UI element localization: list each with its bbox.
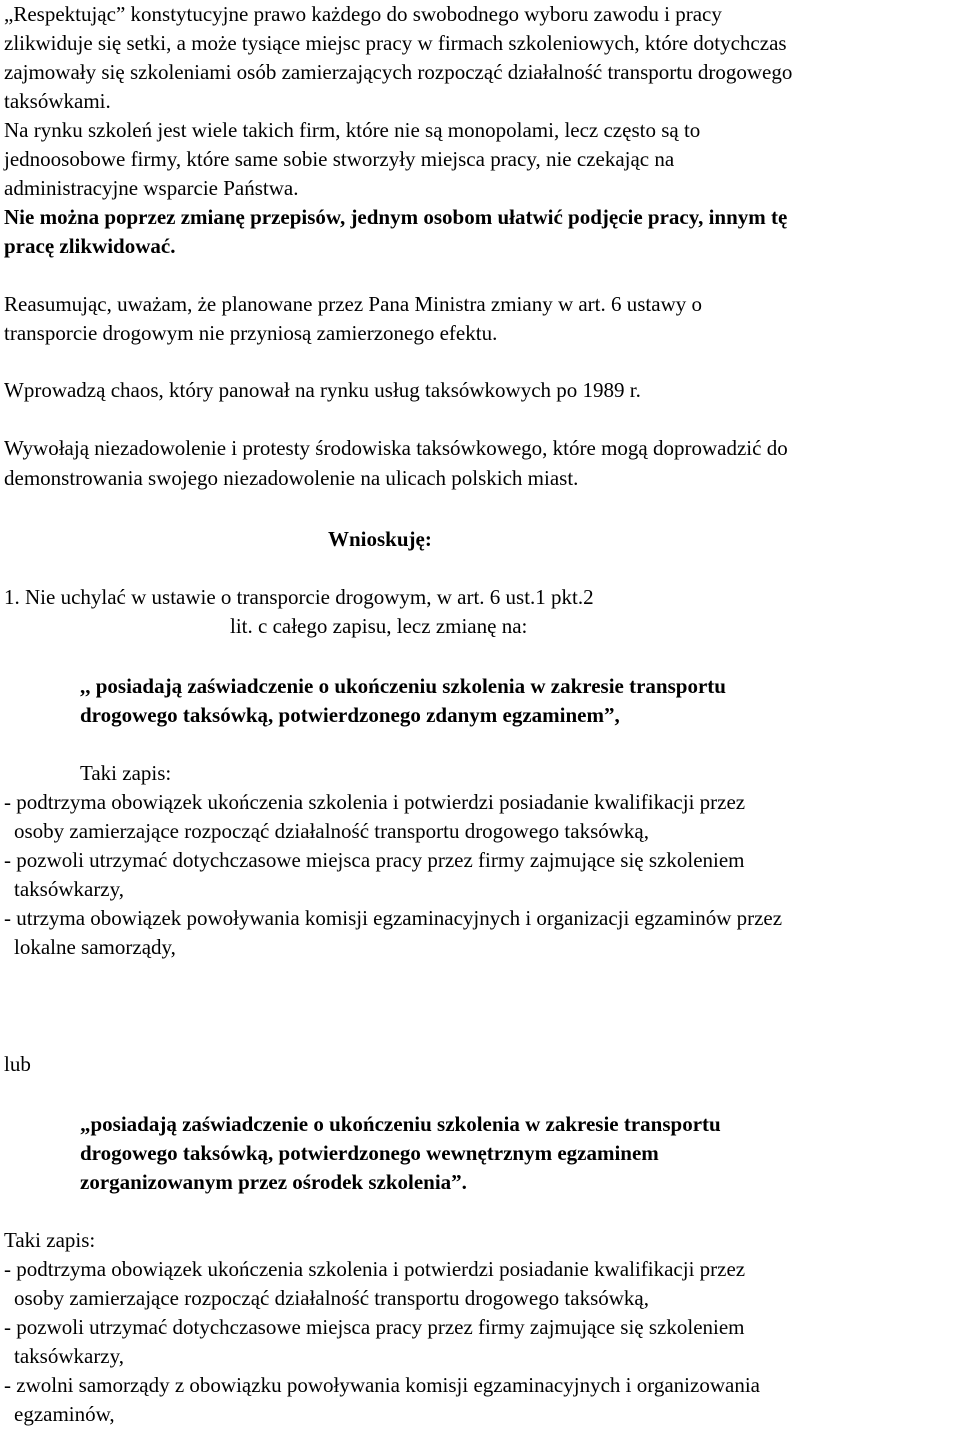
list-2-line-1: - podtrzyma obowiązek ukończenia szkolenia i potwierdzi posiadanie kwalifikacji przez [4, 1257, 746, 1281]
list-2-line-3: - pozwoli utrzymać dotychczasowe miejsca pracy przez firmy zajmujące się szkoleniem [4, 1315, 745, 1339]
list-1-line-3: - pozwoli utrzymać dotychczasowe miejsca pracy przez firmy zajmujące się szkoleniem [4, 848, 745, 872]
paragraph-2-line-1: Na rynku szkoleń jest wiele takich firm, które nie są monopolami, lecz często są to [4, 118, 701, 142]
list-2-line-5: - zwolni samorządy z obowiązku powoływania komisji egzaminacyjnych i organizowania [4, 1373, 760, 1397]
paragraph-6-line-2: demonstrowania swojego niezadowolenie na ulicach polskich miast. [4, 466, 579, 490]
quote-1-line-2: drogowego taksówką, potwierdzonego zdanym egzaminem”, [80, 703, 620, 727]
list-2-line-4: taksówkarzy, [14, 1344, 125, 1368]
paragraph-4-line-2: transporcie drogowym nie przyniosą zamierzonego efektu. [4, 321, 498, 345]
paragraph-1-line-4: taksówkami. [4, 89, 111, 113]
list-1-line-2: osoby zamierzające rozpocząć działalność transportu drogowego taksówką, [14, 819, 649, 843]
taki-zapis-1: Taki zapis: [80, 761, 172, 785]
item-1-line-2: lit. c całego zapisu, lecz zmianę na: [230, 614, 528, 638]
quote-2-line-3: zorganizowanym przez ośrodek szkolenia”. [80, 1170, 467, 1194]
item-1-line-1: 1. Nie uchylać w ustawie o transporcie drogowym, w art. 6 ust.1 pkt.2 [4, 585, 594, 609]
paragraph-4-line-1: Reasumując, uważam, że planowane przez Pana Ministra zmiany w art. 6 ustawy o [4, 292, 703, 316]
quote-2-line-1: „posiadają zaświadczenie o ukończeniu szkolenia w zakresie transportu [80, 1112, 721, 1136]
paragraph-2-line-2: jednoosobowe firmy, które same sobie stworzyły miejsca pracy, nie czekając na [4, 147, 675, 171]
list-1-line-5: - utrzyma obowiązek powoływania komisji egzaminacyjnych i organizacji egzaminów przez [4, 906, 783, 930]
quote-2-line-2: drogowego taksówką, potwierdzonego wewnętrznym egzaminem [80, 1141, 659, 1165]
paragraph-3-line-2: pracę zlikwidować. [4, 234, 176, 258]
paragraph-1-line-2: zlikwiduje się setki, a może tysiące miejsc pracy w firmach szkoleniowych, które dotychczas [4, 31, 787, 55]
lub-text: lub [4, 1052, 31, 1076]
taki-zapis-2: Taki zapis: [4, 1228, 96, 1252]
paragraph-1-line-3: zajmowały się szkoleniami osób zamierzających rozpocząć działalność transportu drogowego [4, 60, 793, 84]
quote-1-line-1: ,, posiadają zaświadczenie o ukończeniu szkolenia w zakresie transportu [80, 674, 726, 698]
list-2-line-6: egzaminów, [14, 1402, 115, 1426]
paragraph-1-line-1: „Respektując” konstytucyjne prawo każdego do swobodnego wyboru zawodu i pracy [4, 2, 722, 26]
list-1-line-6: lokalne samorządy, [14, 935, 176, 959]
paragraph-5: Wprowadzą chaos, który panował na rynku usług taksówkowych po 1989 r. [4, 378, 641, 402]
paragraph-2-line-3: administracyjne wsparcie Państwa. [4, 176, 299, 200]
paragraph-6-line-1: Wywołają niezadowolenie i protesty środowiska taksówkowego, które mogą doprowadzić do [4, 436, 788, 460]
list-2-line-2: osoby zamierzające rozpocząć działalność transportu drogowego taksówką, [14, 1286, 649, 1310]
section-heading: Wnioskuję: [328, 527, 432, 551]
list-1-line-4: taksówkarzy, [14, 877, 125, 901]
list-1-line-1: - podtrzyma obowiązek ukończenia szkolenia i potwierdzi posiadanie kwalifikacji przez [4, 790, 746, 814]
paragraph-3-line-1: Nie można poprzez zmianę przepisów, jednym osobom ułatwić podjęcie pracy, innym tę [4, 205, 788, 229]
